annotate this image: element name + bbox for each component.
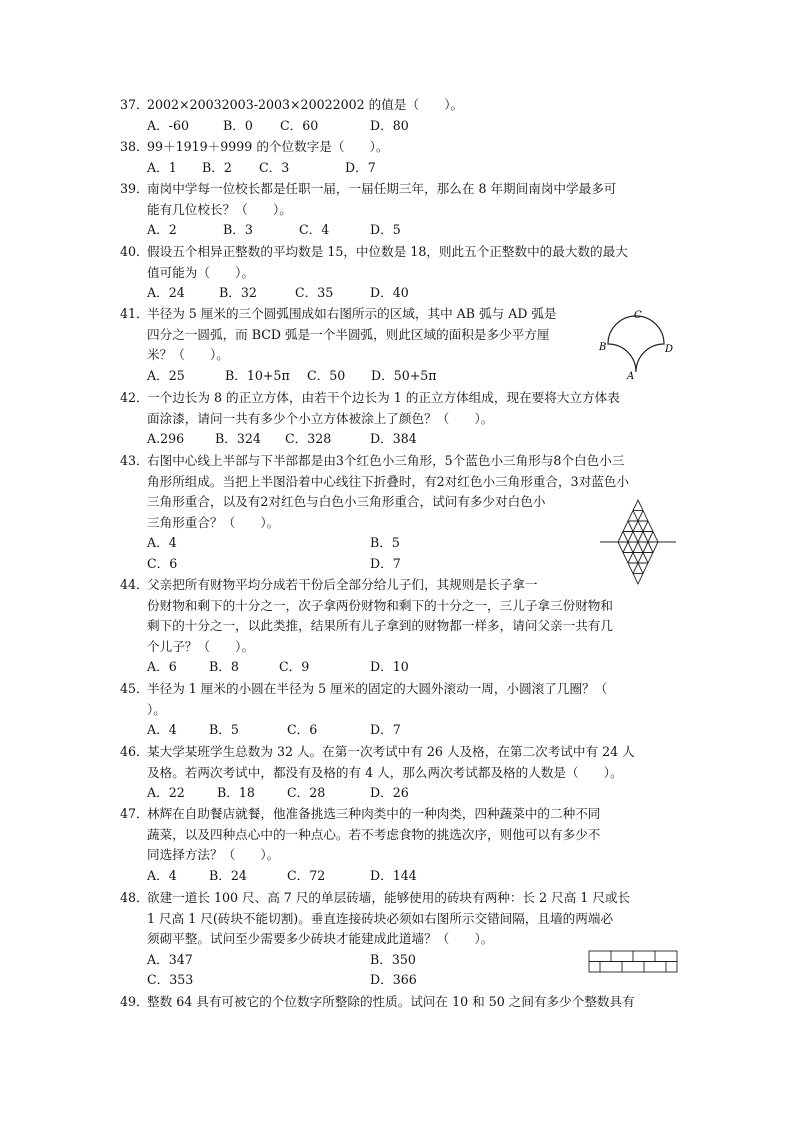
option-d: D．40 [370,285,409,300]
question-text: 假设五个相异正整数的平均数是 15，中位数是 18，则此五个正整数中的最大数的最大 [147,244,628,259]
question-text: 米？（ ）。 [147,347,229,362]
options-row [120,533,680,554]
question-text: 个儿子？（ ）。 [147,638,255,654]
question-47 [120,804,680,886]
question-text: 99＋1919＋9999 的个位数字是（ ）。 [147,139,389,154]
question-number: 42． [120,390,149,405]
question-text: 四分之一圆弧，而 BCD 弧是一个半圆弧，则此区域的面积是多少平方厘 [147,326,550,342]
option-b: B．5 [370,535,400,550]
option-a: A．25 [147,367,185,383]
option-b: B．24 [209,867,247,883]
option-a: A．-60 [147,117,189,133]
question-text: 半径为 1 厘米的小圆在半径为 5 厘米的固定的大圆外滚动一周，小圆滚了几圈？（ [147,681,608,696]
option-a: A．2 [147,222,177,237]
question-number: 38． [120,139,149,154]
options-row [120,429,680,450]
option-d: D．144 [370,867,417,883]
option-b: B．8 [209,659,239,674]
option-c: C．9 [279,659,310,674]
option-c: C．3 [259,159,290,175]
question-49 [120,992,680,1013]
option-d: D．5 [370,222,401,237]
question-text: 整数 64 具有可被它的个位数字所整除的性质。试问在 10 和 50 之间有多少个整数具有 [147,994,635,1009]
options-row [120,866,680,887]
option-c: C．35 [295,285,334,300]
option-b: B．3 [223,222,253,237]
question-text: 份财物和剩下的十分之一，次子拿两份财物和剩下的十分之一，三儿子拿三份财物和 [147,597,613,613]
option-b: B．350 [370,951,416,967]
option-d: D．10 [370,659,409,674]
question-text: 2002×20032003-2003×20022002 的值是（ ）。 [147,97,464,112]
question-text: 角形所组成。当把上半图沿着中心线往下折叠时，有2对红色小三角形重合，3对蓝色小 [147,473,629,489]
arc-region-figure [596,308,678,380]
question-text: 林辉在自助餐店就餐，他准备挑选三种肉类中的一种肉类，四种蔬菜中的二种不同 [147,806,601,821]
question-text: 南岗中学每一位校长都是任职一届，一届任期三年，那么在 8 年期间南岗中学最多可 [147,181,617,196]
option-c: C．72 [287,867,326,883]
question-text: 三角形重合？（ ）。 [147,514,280,530]
option-a: A．6 [147,659,177,674]
option-a: A．24 [147,285,185,300]
question-39 [120,179,680,241]
question-text: 1 尺高 1 尺(砖块不能切割)。垂直连接砖块必须如右图所示交错间隔，且墙的两端必 [147,910,614,926]
option-c: C．50 [307,367,346,383]
question-number: 44． [120,577,149,592]
option-b: B．324 [215,431,261,446]
question-text: 剩下的十分之一，以此类推，结果所有儿子拿到的财物都一样多，请问父亲一共有几 [147,618,613,633]
option-b: B．32 [219,285,257,300]
option-c: C．60 [280,117,319,133]
options-row [120,116,680,137]
option-d: D．7 [370,722,401,737]
label-d: D [665,344,674,355]
question-42 [120,388,680,450]
question-text: 须砌平整。试问至少需要多少砖块才能建成此道墙？（ ）。 [147,931,494,946]
question-text: 蔬菜，以及四种点心中的一种点心。若不考虑食物的挑选次序，则他可以有多少不 [147,826,601,842]
question-40 [120,242,680,304]
option-c: C．353 [147,972,194,987]
option-a: A．4 [147,722,177,737]
question-43 [120,451,680,574]
question-number: 41． [120,306,149,321]
option-d: D．7 [345,159,376,175]
question-44 [120,575,680,678]
question-text: 值可能为（ ）。 [147,264,255,280]
question-number: 39． [120,181,149,196]
options-row [120,220,680,241]
question-number: 45． [120,681,149,696]
question-number: 47． [120,806,149,821]
label-a: A [627,371,635,380]
option-d: D．384 [370,431,417,446]
options-row [120,554,680,575]
label-c: C [634,310,642,321]
option-d: D．50+5π [371,367,437,383]
question-38 [120,137,680,178]
question-text: 及格。若两次考试中，都没有及格的有 4 人，那么两次考试都及格的人数是（ ）。 [147,764,623,780]
option-a: A．22 [147,785,185,800]
question-text: ）。 [147,701,166,717]
question-number: 43． [120,453,149,468]
options-row [120,657,680,678]
question-text: 一个边长为 8 的正立方体，由若干个边长为 1 的正立方体组成，现在要将大立方体表 [147,390,620,405]
question-number: 49． [120,994,149,1009]
option-a: A．4 [147,867,177,883]
question-number: 37． [120,97,149,112]
question-text: 半径为 5 厘米的三个圆弧围成如右图所示的区域，其中 AB 弧与 AD 弧是 [147,306,557,321]
option-a: A．4 [147,535,177,550]
option-d: D．26 [370,785,409,800]
option-c: C．328 [285,431,332,446]
question-text: 面涂漆，请问一共有多少个小立方体被涂上了颜色？（ ）。 [147,410,494,426]
option-c: C．28 [287,785,326,800]
options-row [120,720,680,741]
question-number: 46． [120,744,149,759]
question-text: 同选择方法？（ ）。 [147,847,280,862]
option-d: D．80 [370,117,409,133]
option-b: B．0 [223,117,253,133]
option-b: B．5 [209,722,239,737]
question-text: 父亲把所有财物平均分成若干份后全部分给儿子们，其规则是长子拿一 [147,577,538,592]
question-text: 某大学某班学生总数为 32 人。在第一次考试中有 26 人及格，在第二次考试中有 24 人 [147,744,635,759]
option-d: D．7 [370,555,401,571]
options-row [120,783,680,804]
option-a: A．347 [147,951,193,967]
option-b: B．18 [217,785,255,800]
question-text: 欲建一道长 100 尺、高 7 尺的单层砖墙，能够使用的砖块有两种：长 2 尺高 1 尺或长 [147,890,631,905]
option-a: A．1 [147,159,177,175]
option-c: C．4 [299,222,330,237]
question-number: 48． [120,890,149,905]
option-b: B．2 [202,159,232,175]
question-48 [120,888,680,991]
option-b: B．10+5π [225,367,290,383]
options-row [120,283,680,304]
question-37 [120,95,680,136]
option-c: C．6 [287,722,318,737]
label-b: B [599,342,607,353]
question-46 [120,742,680,804]
option-a: A.296 [147,431,185,446]
question-45 [120,679,680,741]
option-c: C．6 [147,555,178,571]
question-number: 40． [120,244,149,259]
question-text: 能有几位校长？（ ）。 [147,201,292,217]
options-row [120,158,680,179]
brick-wall-figure [588,950,678,974]
question-text: 右图中心线上半部与下半部都是由3个红色小三角形，5个蓝色小三角形与8个白色小三 [147,453,625,468]
question-text: 三角形重合，以及有2对红色与白色小三角形重合，试问有多少对白色小 [147,494,546,509]
option-d: D．366 [370,972,417,987]
